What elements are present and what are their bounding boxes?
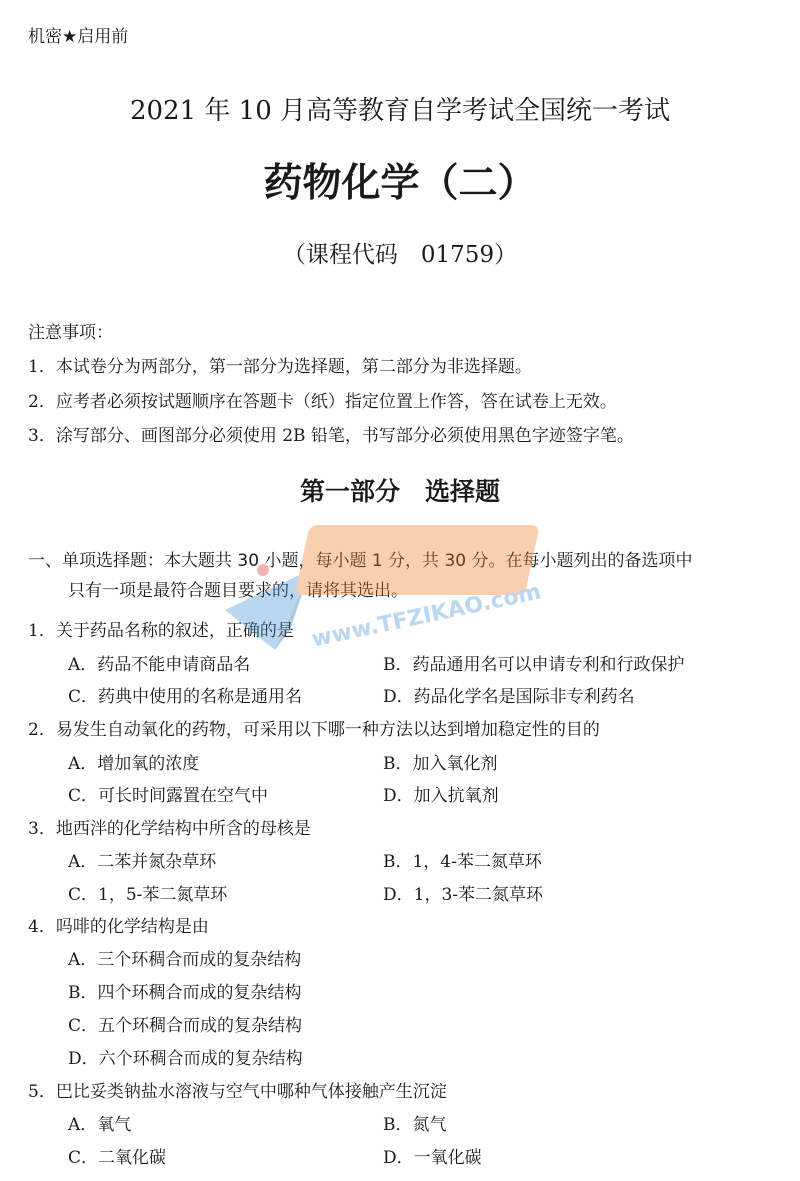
section-instructions-line1: 一、单项选择题：本大题共 30 小题，每小题 1 分，共 30 分。在每小题列出的备选项中: [28, 551, 693, 571]
subject-title: 药物化学（二）: [263, 161, 537, 206]
option-b: B．氮气: [383, 1115, 447, 1135]
option-b: B．药品通用名可以申请专利和行政保护: [383, 655, 685, 675]
option-b: B．1，4-苯二氮草环: [383, 852, 542, 872]
option-d: D．六个环稠合而成的复杂结构: [68, 1049, 303, 1069]
notes-item: 2．应考者必须按试题顺序在答题卡（纸）指定位置上作答，答在试卷上无效。: [28, 392, 617, 412]
question-stem: 1．关于药品名称的叙述，正确的是: [28, 621, 294, 641]
option-c: C．可长时间露置在空气中: [68, 786, 269, 806]
watermark-url: www.TFZIKAO.com: [309, 579, 544, 653]
option-a: A．二苯并氮杂草环: [68, 852, 217, 872]
option-d: D．1，3-苯二氮草环: [383, 885, 544, 905]
question-stem: 3．地西泮的化学结构中所含的母核是: [28, 819, 311, 839]
option-d: D．一氧化碳: [383, 1148, 482, 1168]
option-d: D．加入抗氧剂: [383, 786, 499, 806]
option-c: C．二氧化碳: [68, 1148, 167, 1168]
option-a: A．氧气: [68, 1115, 132, 1135]
course-code: （课程代码 01759）: [282, 242, 518, 268]
question-stem: 4．吗啡的化学结构是由: [28, 917, 209, 937]
option-b: B．加入氧化剂: [383, 754, 498, 774]
exam-title: 2021 年 10 月高等教育自学考试全国统一考试: [129, 96, 671, 126]
notes-item: 3．涂写部分、画图部分必须使用 2B 铅笔，书写部分必须使用黑色字迹签字笔。: [28, 426, 634, 446]
option-a: A．三个环稠合而成的复杂结构: [68, 950, 302, 970]
option-b: B．四个环稠合而成的复杂结构: [68, 983, 302, 1003]
part-title: 第一部分 选择题: [299, 477, 500, 506]
option-c: C．五个环稠合而成的复杂结构: [68, 1016, 303, 1036]
option-a: A．药品不能申请商品名: [68, 655, 251, 675]
question-stem: 5．巴比妥类钠盐水溶液与空气中哪种气体接触产生沉淀: [28, 1082, 447, 1102]
option-a: A．增加氧的浓度: [68, 754, 200, 774]
question-stem: 2．易发生自动氧化的药物，可采用以下哪一种方法以达到增加稳定性的目的: [28, 720, 600, 740]
section-instructions-line2: 只有一项是最符合题目要求的，请将其选出。: [68, 581, 408, 601]
notes-title: 注意事项：: [28, 323, 113, 343]
notes-item: 1．本试卷分为两部分，第一部分为选择题，第二部分为非选择题。: [28, 357, 532, 377]
option-c: C．药典中使用的名称是通用名: [68, 687, 303, 707]
confidential-label: 机密★启用前: [28, 27, 129, 47]
option-d: D．药品化学名是国际非专利药名: [383, 687, 635, 707]
option-c: C．1，5-苯二氮草环: [68, 885, 228, 905]
section-instructions: [28, 546, 778, 606]
